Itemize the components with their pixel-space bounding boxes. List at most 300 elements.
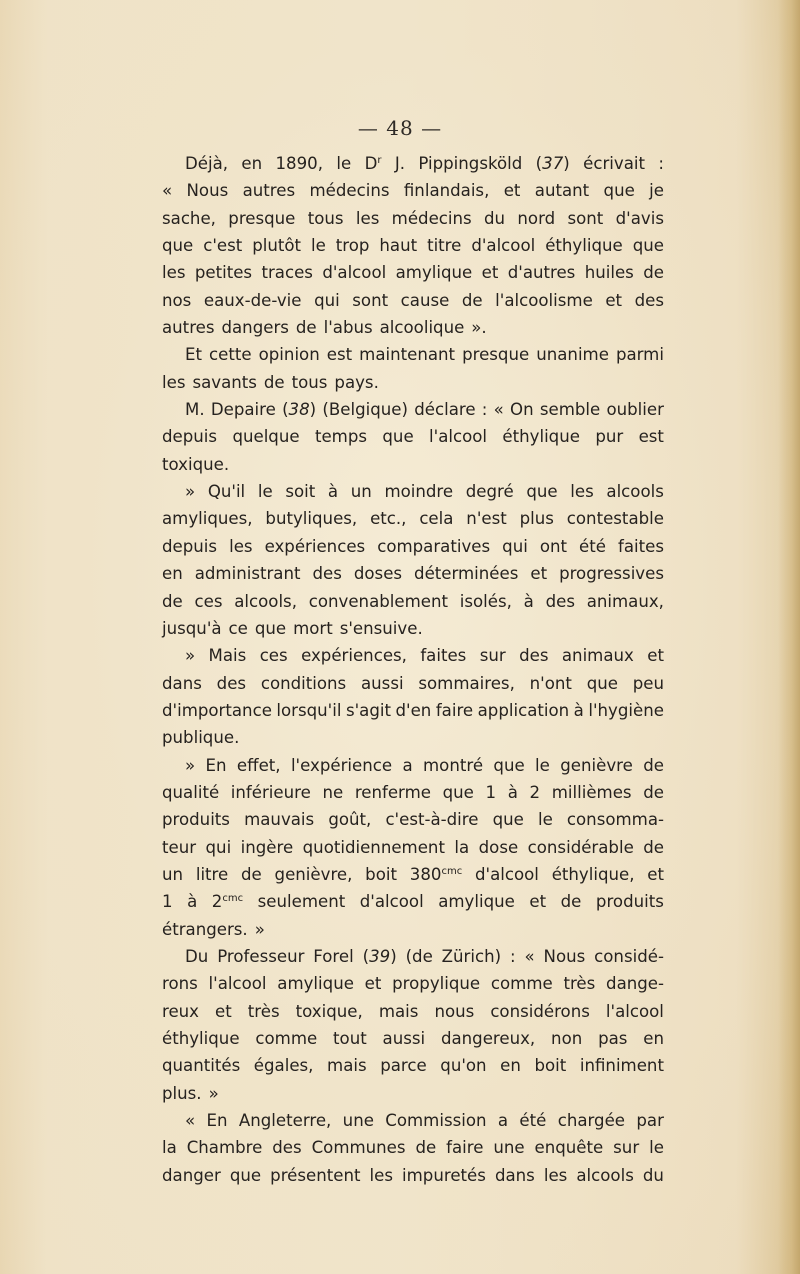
word: degré [465, 482, 514, 502]
word: Mais [208, 646, 247, 666]
word: a [402, 755, 413, 775]
word: de [461, 290, 483, 310]
word: le [311, 236, 326, 256]
word: de [643, 837, 664, 857]
word: pur [595, 427, 624, 447]
text-line [162, 287, 664, 314]
word: montré [423, 755, 484, 775]
word: le [257, 482, 273, 502]
word: Communes [311, 1138, 406, 1158]
word: amylique [277, 974, 354, 994]
word: : [510, 946, 516, 966]
word: sont [352, 290, 389, 310]
text-line [162, 341, 664, 368]
word: d'en [395, 700, 432, 720]
word: effet, [236, 755, 281, 775]
word: éthylique [502, 427, 580, 447]
word: c'est [203, 236, 243, 256]
word: (Belgique) [322, 400, 408, 420]
word: s'ensuive. [339, 618, 423, 638]
word: un [350, 482, 372, 502]
word: le [649, 1138, 664, 1158]
word: éthylique [162, 1029, 240, 1048]
word: le [537, 810, 553, 830]
word: quotidiennement [302, 837, 445, 857]
text-line [162, 150, 664, 177]
word: à [573, 700, 584, 720]
word: Et [185, 345, 202, 365]
word: » [185, 482, 196, 502]
word: temps [314, 427, 368, 447]
word: « [185, 1111, 196, 1131]
word: est [638, 427, 664, 447]
word: Déjà, [185, 154, 229, 173]
word: éthylique [545, 236, 623, 256]
word: une [493, 1138, 525, 1158]
word: des [634, 290, 664, 310]
word: d'alcool [359, 892, 424, 912]
text-line [162, 1052, 664, 1079]
word: Depaire [210, 400, 276, 420]
word: En [205, 755, 227, 775]
word: Nous [543, 946, 586, 966]
word: faire [435, 700, 474, 720]
word: traces [261, 263, 313, 283]
word: teur [162, 837, 197, 857]
word: des [545, 591, 575, 611]
word: mais [327, 1056, 367, 1076]
text-line [162, 1025, 664, 1052]
word: titre [427, 236, 462, 256]
word: plus [519, 509, 554, 529]
word: les [162, 372, 186, 392]
text-line [162, 232, 664, 259]
word: des [312, 564, 342, 584]
word: dangereux, [440, 1029, 536, 1048]
word: sur [613, 1138, 640, 1158]
word: que [382, 427, 414, 447]
word: Pippingsköld [418, 154, 523, 173]
text-line [162, 998, 664, 1025]
word: goût, [328, 810, 372, 830]
word: de [643, 263, 664, 283]
body-text [162, 150, 664, 1189]
text-line [162, 697, 664, 724]
word: $D^r$ [364, 154, 382, 173]
word: dans [162, 673, 202, 693]
word: sur [479, 646, 506, 666]
word: $2^{cmc}$ [211, 892, 244, 912]
word: très [247, 1001, 280, 1021]
word: que [493, 755, 525, 775]
word: toxique. [162, 454, 230, 474]
word: qui [314, 290, 340, 310]
word: médecins [309, 181, 390, 201]
word: trop [335, 236, 370, 256]
word: la [162, 1138, 177, 1158]
word: (de [405, 946, 433, 966]
word: M. [185, 400, 205, 420]
text-line [162, 505, 664, 532]
word: amylique [438, 892, 515, 912]
word: pays. [334, 372, 379, 392]
page-number: — 48 — [357, 116, 443, 140]
word: et [647, 646, 664, 666]
word: quelque [232, 427, 300, 447]
word: amyliques, [162, 509, 253, 529]
text-line [162, 1080, 664, 1107]
word: que [162, 236, 194, 256]
word: parmi [615, 345, 664, 365]
word: du [642, 1165, 664, 1185]
word: tout [333, 1029, 367, 1048]
word: à [327, 482, 339, 502]
word: presque [228, 208, 296, 228]
word: de [643, 755, 664, 775]
word: le [336, 154, 352, 173]
word: infiniment [579, 1056, 664, 1076]
word: des [216, 673, 247, 693]
word: des [519, 646, 549, 666]
word: les [369, 1165, 393, 1185]
word: la [454, 837, 470, 857]
word: finlandais, [403, 181, 490, 201]
word: d'importance [162, 700, 272, 720]
word: qu'on [440, 1056, 487, 1076]
word: : [481, 400, 488, 420]
word: qui [502, 536, 528, 556]
word: renferme [354, 782, 431, 802]
text-line [162, 642, 664, 669]
word: l'abus [323, 318, 373, 338]
word: publique. [162, 728, 240, 748]
text-line [162, 888, 664, 915]
word: boit [365, 864, 397, 884]
word: des [272, 1138, 302, 1158]
word: (38) [282, 400, 317, 420]
word: contestable [566, 509, 664, 529]
text-line [162, 670, 664, 697]
word: et [605, 290, 623, 310]
word: cette [209, 345, 252, 365]
word: danger [162, 1165, 221, 1185]
word: propylique [392, 974, 481, 994]
word: reux [162, 1001, 200, 1021]
word: Professeur [217, 946, 305, 966]
word: et [364, 974, 382, 994]
word: l'alcool [208, 974, 267, 994]
word: qualité [162, 782, 220, 802]
word: de [295, 318, 317, 338]
word: produits [595, 892, 664, 912]
word: quantités [162, 1056, 241, 1076]
word: n'ont [529, 673, 572, 693]
word: Angleterre, [238, 1111, 332, 1131]
word: litre [195, 864, 229, 884]
word: qui [205, 837, 232, 857]
word: animaux, [586, 591, 664, 611]
word: à [187, 892, 198, 912]
word: que [632, 236, 664, 256]
word: dans [494, 1165, 535, 1185]
word: soit [285, 482, 316, 502]
word: les [355, 208, 380, 228]
word: depuis [162, 536, 218, 556]
word: application [477, 700, 570, 720]
word: déclare [414, 400, 476, 420]
word: a [497, 1111, 509, 1131]
word: nos [162, 290, 192, 310]
word: opinion [258, 345, 320, 365]
text-line [162, 834, 664, 861]
text-line [162, 970, 664, 997]
word: Forel [313, 946, 354, 966]
word: déterminées [414, 564, 519, 584]
word: ingère [240, 837, 294, 857]
word: conditions [260, 673, 347, 693]
word: cela [419, 509, 454, 529]
word: alcools [606, 482, 664, 502]
word: du [484, 208, 506, 228]
word: les [229, 536, 253, 556]
word: depuis [162, 427, 218, 447]
word: et [481, 263, 499, 283]
word: nous [434, 1001, 475, 1021]
word: cause [400, 290, 450, 310]
word: que [526, 482, 558, 502]
word: une [342, 1111, 374, 1131]
word: l'expérience [290, 755, 393, 775]
word: faites [420, 646, 467, 666]
word: à [507, 782, 518, 802]
word: d'alcool [322, 263, 387, 283]
word: semble [539, 400, 601, 420]
word: de [241, 864, 262, 884]
word: 1 [485, 782, 497, 802]
word: 1890, [275, 154, 324, 173]
word: savants [192, 372, 257, 392]
word: ce [228, 618, 248, 638]
text-line [162, 560, 664, 587]
word: le [535, 755, 550, 775]
word: ». [471, 318, 487, 338]
word: les [162, 263, 186, 283]
word: dose [478, 837, 519, 857]
page-edge-shadow [778, 0, 800, 1274]
word: un [162, 864, 184, 884]
word: aussi [360, 673, 404, 693]
word: oublier [606, 400, 664, 420]
word: autant [534, 181, 590, 201]
word: d'alcool [474, 864, 539, 884]
text-line [162, 478, 664, 505]
word: $380^{cmc}$ [409, 864, 463, 884]
word: alcools, [234, 591, 297, 611]
word: de [643, 782, 664, 802]
word: sont [567, 208, 604, 228]
text-line [162, 369, 664, 396]
word: » [208, 1083, 219, 1103]
word: sache, [162, 208, 216, 228]
word: à [523, 591, 534, 611]
word: convenablement [308, 591, 448, 611]
word: nord [517, 208, 556, 228]
word: Nous [186, 181, 229, 201]
word: considé- [594, 946, 664, 966]
word: millièmes [551, 782, 632, 802]
text-line [162, 396, 664, 423]
word: comme [490, 974, 553, 994]
text-line [162, 451, 664, 478]
word: présentent [270, 1165, 361, 1185]
word: mais [378, 1001, 419, 1021]
text-line [162, 724, 664, 751]
word: haut [379, 236, 418, 256]
word: n'est [466, 509, 507, 529]
word: » [254, 919, 265, 939]
word: autres [242, 181, 296, 201]
word: tous [307, 208, 344, 228]
word: d'alcool [471, 236, 536, 256]
word: isolés, [459, 591, 512, 611]
word: étrangers. [162, 919, 248, 939]
word: faites [618, 536, 664, 556]
word: presque [462, 345, 530, 365]
text-line [162, 588, 664, 615]
word: que [603, 181, 635, 201]
text-line [162, 314, 664, 341]
word: Zürich) [441, 946, 502, 966]
word: que [229, 1165, 262, 1185]
word: Commission [385, 1111, 487, 1131]
text-line [162, 916, 664, 943]
word: chargée [557, 1111, 626, 1131]
word: produits [162, 810, 230, 830]
word: que [492, 810, 524, 830]
word: : [658, 154, 664, 173]
word: expériences, [301, 646, 407, 666]
text-line [162, 779, 664, 806]
word: alcoolique [379, 318, 465, 338]
text-line [162, 423, 664, 450]
word: On [510, 400, 534, 420]
word: s'agit [345, 700, 391, 720]
word: et [529, 892, 547, 912]
word: très [563, 974, 596, 994]
word: » [185, 646, 196, 666]
word: d'avis [615, 208, 664, 228]
word: égales, [253, 1056, 314, 1076]
text-line [162, 177, 664, 204]
word: 2 [529, 782, 541, 802]
word: parce [380, 1056, 427, 1076]
word: ne [322, 782, 344, 802]
text-line [162, 1162, 664, 1189]
text-line [162, 943, 664, 970]
word: considérable [527, 837, 634, 857]
word: genièvre, [274, 864, 353, 884]
word: été [579, 536, 606, 556]
word: autres [162, 318, 215, 338]
word: d'autres [507, 263, 576, 283]
word: les [543, 1165, 568, 1185]
word: » [185, 755, 196, 775]
word: de [560, 892, 582, 912]
word: enquête [534, 1138, 604, 1158]
word: ces [194, 591, 223, 611]
word: de [415, 1138, 437, 1158]
word: seulement [257, 892, 346, 912]
word: faire [446, 1138, 484, 1158]
word: alcools [576, 1165, 634, 1185]
word: médecins [391, 208, 472, 228]
word: c'est-à-dire [385, 810, 479, 830]
word: plutôt [252, 236, 302, 256]
text-line [162, 806, 664, 833]
word: maintenant [359, 345, 456, 365]
word: 1 [162, 892, 173, 912]
text-line [162, 861, 664, 888]
word: et [647, 864, 664, 884]
word: plus. [162, 1083, 202, 1103]
text-line [162, 1107, 664, 1134]
word: peu [632, 673, 664, 693]
word: en [162, 564, 183, 584]
word: tous [291, 372, 328, 392]
word: comparatives [377, 536, 491, 556]
text-line [162, 752, 664, 779]
word: et [503, 181, 521, 201]
word: unanime [536, 345, 609, 365]
word: été [519, 1111, 547, 1131]
word: (39) [362, 946, 397, 966]
word: considérons [490, 1001, 590, 1021]
word: que [254, 618, 287, 638]
word: « [493, 400, 504, 420]
word: sommaires, [418, 673, 515, 693]
word: ont [539, 536, 568, 556]
word: et [530, 564, 548, 584]
word: Chambre [186, 1138, 263, 1158]
word: l'hygiène [588, 700, 664, 720]
word: genièvre [560, 755, 633, 775]
word: toxique, [295, 1001, 363, 1021]
word: etc., [370, 509, 407, 529]
word: animaux [561, 646, 634, 666]
word: éthylique, [551, 864, 635, 884]
word: de [162, 591, 183, 611]
word: mort [293, 618, 333, 638]
word: et [215, 1001, 232, 1021]
word: l'alcool [605, 1001, 664, 1021]
word: amylique [395, 263, 473, 283]
word: en [643, 1029, 664, 1048]
word: en [241, 154, 263, 173]
word: impuretés [402, 1165, 486, 1185]
word: « [162, 181, 173, 201]
text-line [162, 615, 664, 642]
word: je [649, 181, 664, 201]
word: progressives [559, 564, 664, 584]
word: écrivait [583, 154, 645, 173]
word: jusqu'à [162, 618, 222, 638]
word: dangers [221, 318, 289, 338]
text-line [162, 205, 664, 232]
word: huiles [584, 263, 634, 283]
word: mauvais [244, 810, 315, 830]
word: comme [255, 1029, 318, 1048]
word: l'alcoolisme [495, 290, 593, 310]
